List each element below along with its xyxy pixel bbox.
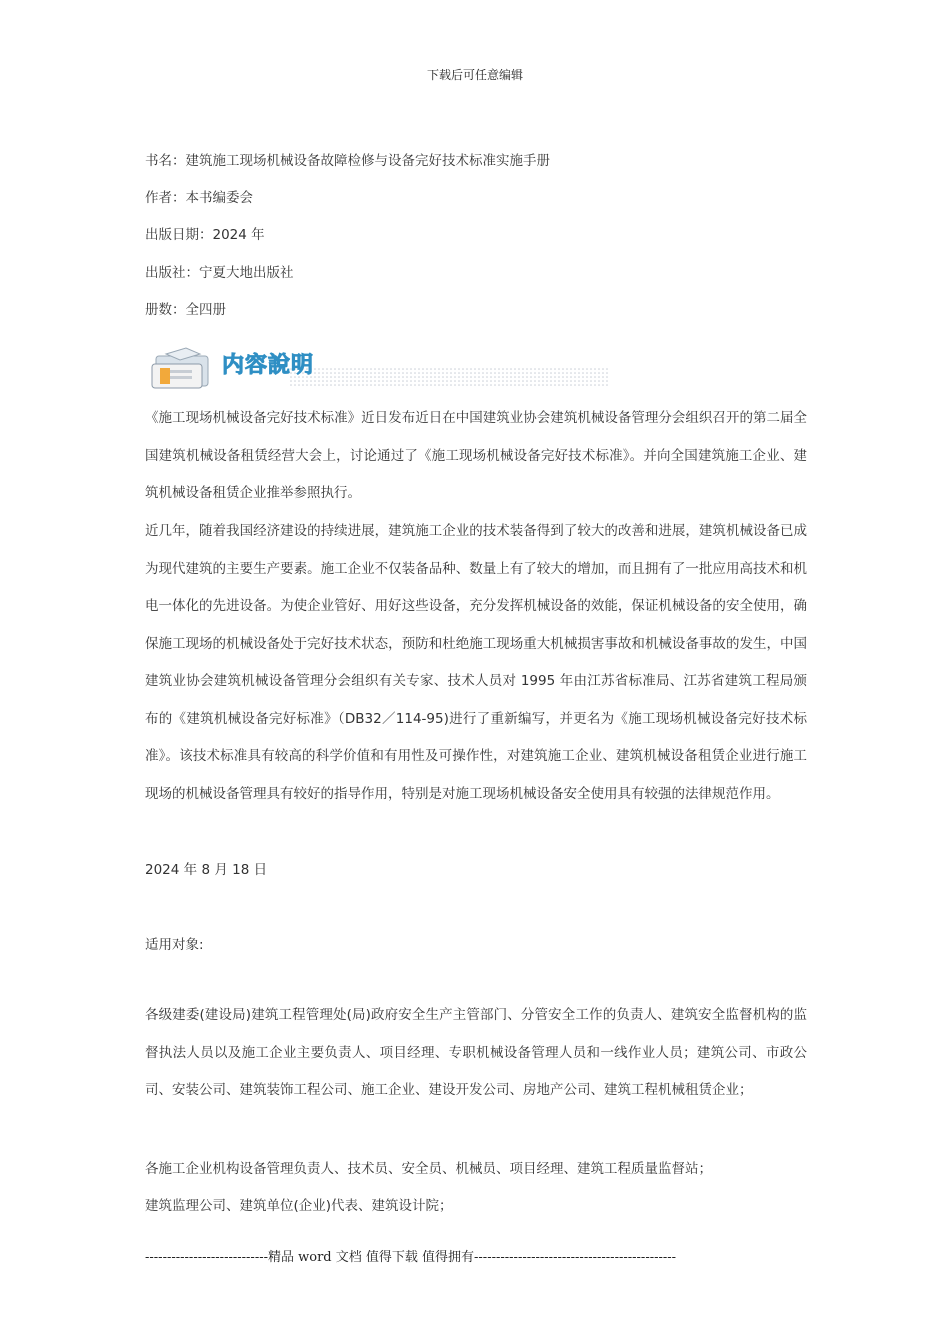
- audience-paragraph-3: 建筑监理公司、建筑单位(企业)代表、建筑设计院；: [145, 1198, 453, 1214]
- intro-paragraph-2: 近几年，随着我国经济建设的持续进展，建筑施工企业的技术装备得到了较大的改善和进展，建筑机械设备已成为现代建筑的主要生产要素。施工企业不仅装备品种、数量上有了较大的增加，而且拥有了一批应用高技术和机电一体化的先进设备。为使企业管好、用好这些设备，充分发挥机械设备的效能，保证机械设备的安全使用，确保施工现场的机械设备处于完好技术状态，预防和杜绝施工现场重大机械损害事故和机械设备事故的发生，中国建筑业协会建筑机械设备管理分会组织有关专家、技术人员对 1995 年由江苏省标准局、江苏省建筑工程局颁布的《建筑机械设备完好标准》（DB32／114-95)进行了重新编写，并更名为《施工现场机械设备完好技术标准》。该技术标准具有较高的科学价值和有用性及可操作性，对建筑施工企业、建筑机械设备租赁企业进行施工现场的机械设备管理具有较好的指导作用，特别是对施工现场机械设备安全使用具有较强的法律规范作用。: [145, 523, 807, 802]
- page-header: 下载后可任意编辑: [426, 68, 523, 82]
- audience-paragraph-1: 各级建委(建设局)建筑工程管理处(局)政府安全生产主管部门、分管安全工作的负责人、建筑安全监督机构的监督执法人员以及施工企业主要负责人、项目经理、专职机械设备管理人员和一线作业人员；建筑公司、市政公司、安装公司、建筑装饰工程公司、施工企业、建设开发公司、房地产公司、建筑工程机械租赁企业；: [145, 1007, 807, 1098]
- page-footer: ----------------------------精品 word 文档 值得下载 值得拥有----------------------------------------------: [145, 1250, 677, 1265]
- book-volumes-line: 册数：全四册: [145, 302, 226, 318]
- book-date-line: 出版日期：2024 年: [145, 227, 265, 243]
- audience-heading: 适用对象:: [145, 937, 204, 953]
- audience-paragraph-2: 各施工企业机构设备管理负责人、技术员、安全员、机械员、项目经理、建筑工程质量监督站；: [145, 1161, 712, 1177]
- book-publisher-line: 出版社：宁夏大地出版社: [145, 265, 294, 281]
- content-description-banner: [150, 344, 610, 394]
- intro-date: 2024 年 8 月 18 日: [145, 862, 268, 878]
- book-author-line: 作者：本书编委会: [145, 190, 253, 206]
- intro-paragraph-1: 《施工现场机械设备完好技术标准》近日发布近日在中国建筑业协会建筑机械设备管理分会组织召开的第二届全国建筑机械设备租赁经营大会上，讨论通过了《施工现场机械设备完好技术标准》。并向全国建筑施工企业、建筑机械设备租赁企业推举参照执行。: [145, 410, 807, 501]
- banner-label: 内容說明: [222, 353, 315, 378]
- book-title-line: 书名：建筑施工现场机械设备故障检修与设备完好技术标准实施手册: [145, 153, 550, 169]
- book-stack-icon: [150, 344, 610, 394]
